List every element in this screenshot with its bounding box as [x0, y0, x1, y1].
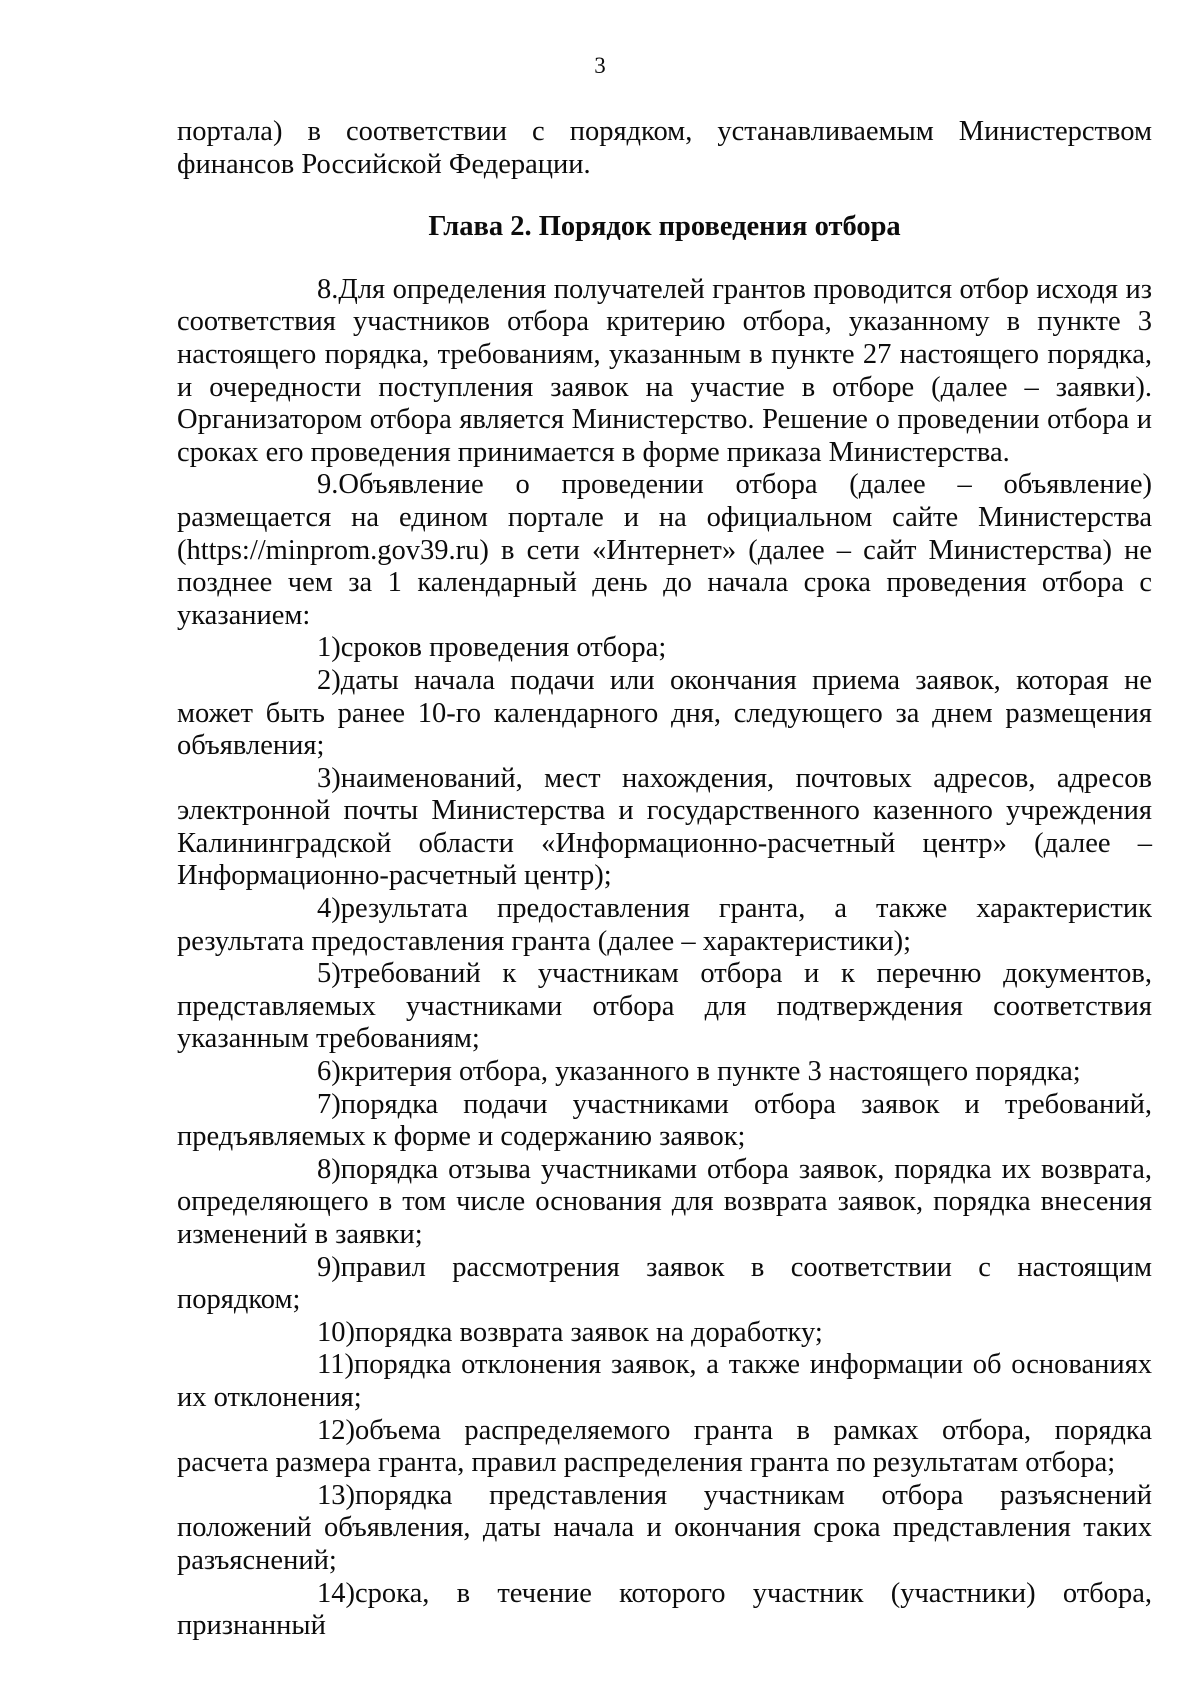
- list-item: [177, 1154, 1152, 1252]
- list-item: [177, 1252, 1152, 1317]
- paragraph-text: Объявление о проведении отбора (далее – объявление) размещается на едином портале и на официальном сайте Министерства (https://minprom.gov39.ru) в сети «Интернет» (далее – сайт Министерства) не позднее чем за 1 календарный день до начала срока проведения отбора с указанием:: [177, 469, 1152, 631]
- list-item-number: 14): [317, 1577, 355, 1609]
- list-item-text: срока, в течение которого участник (участники) отбора, признанный: [177, 1577, 1152, 1642]
- list-item: [177, 763, 1152, 893]
- paragraph-text: Для определения получателей грантов проводится отбор исходя из соответствия участников отбора критерию отбора, указанному в пункте 3 настоящего порядка, требованиям, указанным в пункте 27 настоящего порядка, и очередности поступления заявок на участие в отборе (далее – заявки). Организатором отбора является Министерство. Решение о проведении отбора и сроках его проведения принимается в форме приказа Министерства.: [177, 273, 1152, 468]
- list-item: [177, 1349, 1152, 1414]
- list-item-text: результата предоставления гранта, а также характеристик результата предоставления гранта (далее – характеристики);: [177, 893, 1152, 957]
- list-item: [177, 1056, 1152, 1089]
- list-item: [177, 893, 1152, 958]
- list-item-number: 5): [317, 958, 341, 990]
- paragraph-8: [177, 274, 1152, 470]
- list-item-number: 13): [317, 1479, 355, 1511]
- page-number: 3: [594, 53, 606, 78]
- list-item-number: 1): [317, 632, 341, 664]
- list-item-text: порядка отклонения заявок, а также информации об основаниях их отклонения;: [177, 1349, 1152, 1413]
- list-item-text: порядка представления участникам отбора разъяснений положений объявления, даты начала и окончания срока представления таких разъяснений;: [177, 1479, 1152, 1576]
- list-item-number: 7): [317, 1088, 341, 1120]
- list-item: [177, 958, 1152, 1056]
- list-item-text: наименований, мест нахождения, почтовых адресов, адресов электронной почты Министерства и государственного казенного учреждения Калининградской области «Информационно-расчетный центр» (далее – Информационно-расчетный центр);: [177, 762, 1152, 892]
- list-item-number: 3): [317, 762, 341, 794]
- list-item-text: даты начала подачи или окончания приема заявок, которая не может быть ранее 10-го календарного дня, следующего за днем размещения объявления;: [177, 664, 1152, 762]
- list-item: [177, 1415, 1152, 1480]
- paragraph-9: [177, 469, 1152, 632]
- list-item-text: требований к участникам отбора и к перечню документов, представляемых участниками отбора для подтверждения соответствия указанным требованиям;: [177, 958, 1152, 1055]
- list-item-number: 12): [317, 1414, 355, 1446]
- list-item-text: объема распределяемого гранта в рамках отбора, порядка расчета размера гранта, правил распределения гранта по результатам отбора;: [177, 1414, 1152, 1479]
- document-body: [177, 116, 1152, 1643]
- list-item: [177, 665, 1152, 763]
- list-item-number: 2): [317, 664, 341, 696]
- list-item-text: критерия отбора, указанного в пункте 3 настоящего порядка;: [340, 1056, 1081, 1088]
- list-item-number: 9): [317, 1251, 341, 1283]
- list-item-text: порядка отзыва участниками отбора заявок, порядка их возврата, определяющего в том числе основания для возврата заявок, порядка внесения изменений в заявки;: [177, 1153, 1152, 1250]
- list-item-number: 8): [317, 1153, 341, 1185]
- intro-paragraph: портала) в соответствии с порядком, устанавливаемым Министерством финансов Российской Федерации.: [177, 116, 1152, 180]
- list-item-text: порядка подачи участниками отбора заявок и требований, предъявляемых к форме и содержанию заявок;: [177, 1088, 1152, 1153]
- list-item: [177, 1317, 1152, 1350]
- list-item: [177, 632, 1152, 665]
- list-item-number: 4): [317, 893, 341, 925]
- list-item: [177, 1089, 1152, 1154]
- list-item: [177, 1578, 1152, 1643]
- chapter-heading: Глава 2. Порядок проведения отбора: [428, 211, 901, 243]
- list-item-number: 6): [317, 1056, 341, 1088]
- list-item: [177, 1480, 1152, 1578]
- list-item-text: правил рассмотрения заявок в соответствии с настоящим порядком;: [177, 1251, 1152, 1316]
- list-item-text: порядка возврата заявок на доработку;: [355, 1316, 823, 1348]
- list-item-number: 10): [317, 1316, 355, 1348]
- paragraph-number: 9.: [317, 469, 339, 501]
- list-item-number: 11): [317, 1349, 354, 1381]
- paragraph-number: 8.: [317, 273, 339, 305]
- list-item-text: сроков проведения отбора;: [340, 632, 667, 664]
